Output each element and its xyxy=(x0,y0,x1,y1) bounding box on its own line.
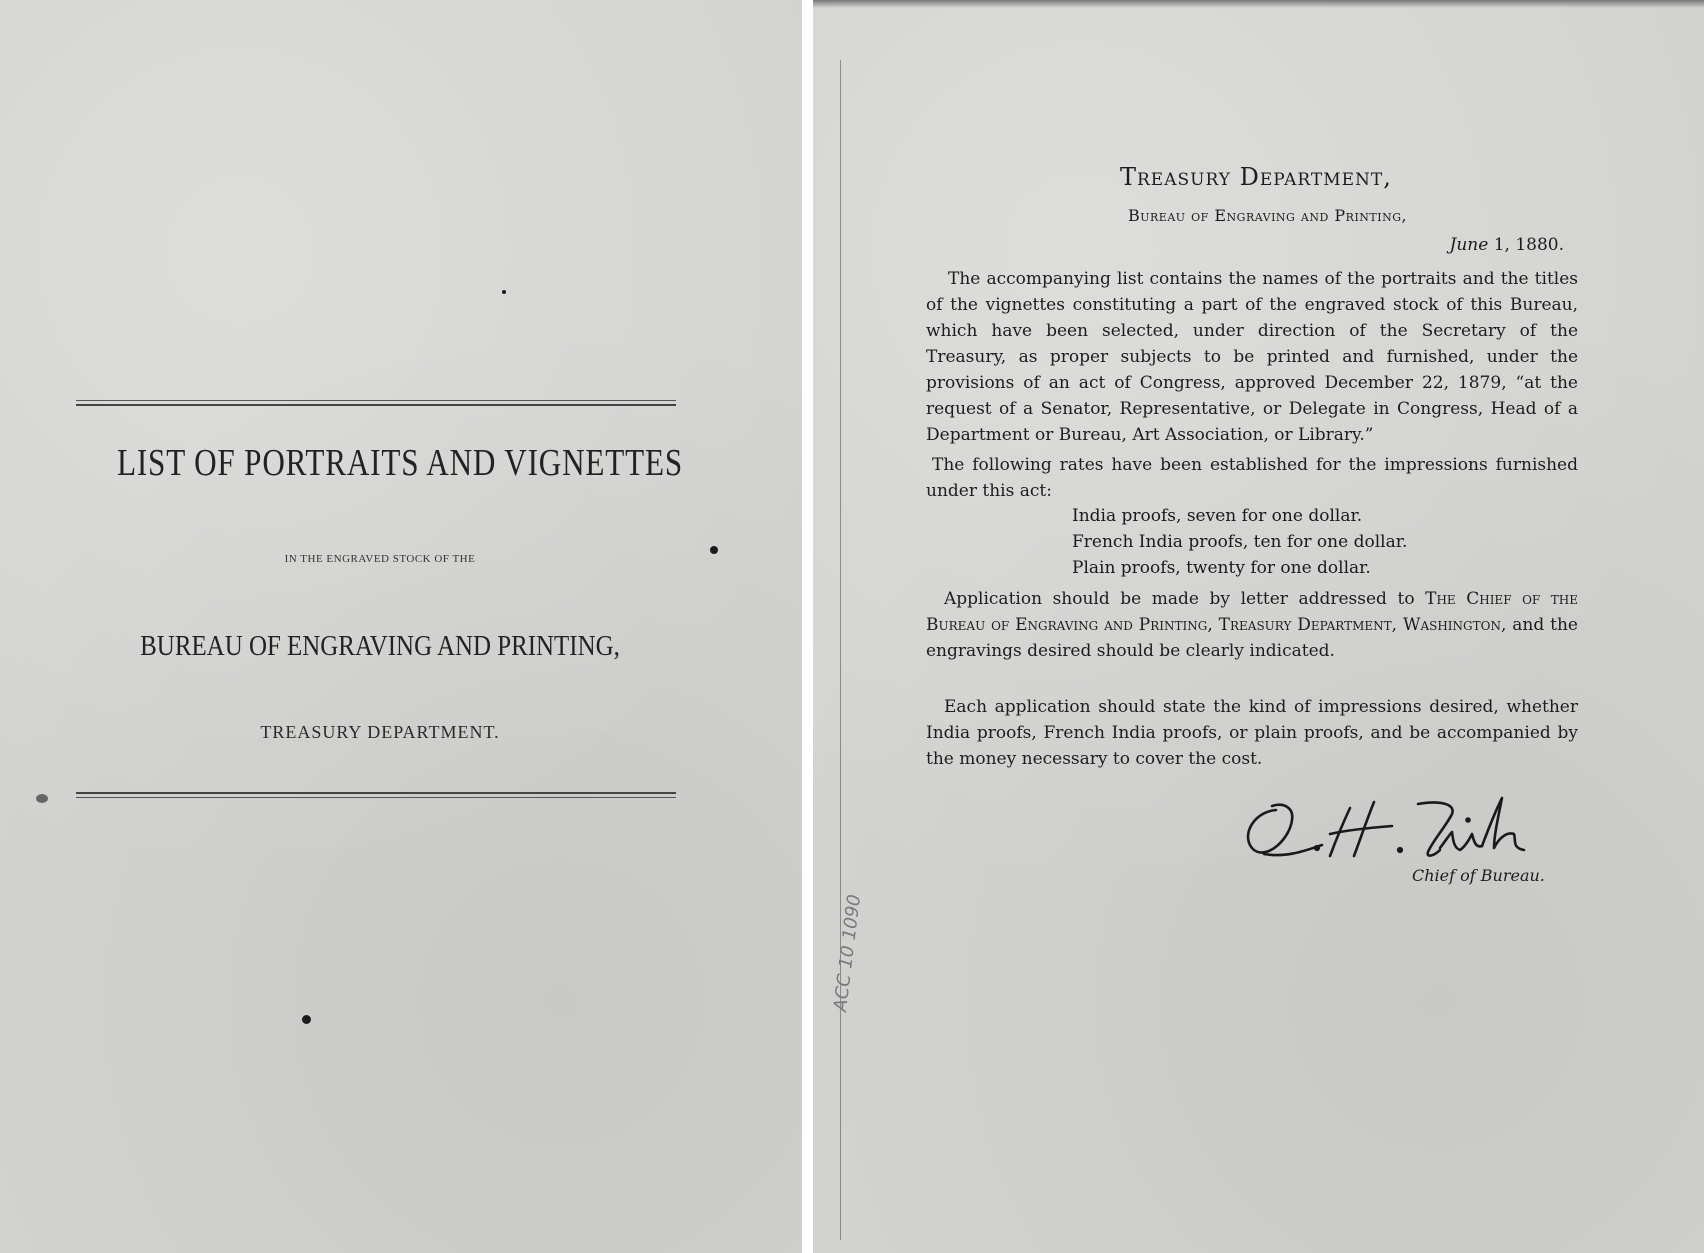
paragraph-application xyxy=(926,586,1578,664)
letterhead-department: Treasury Department, xyxy=(1120,163,1392,191)
ink-speck xyxy=(710,546,718,554)
rate-plain-proofs: Plain proofs, twenty for one dollar. xyxy=(1072,558,1371,578)
bottom-rule-thick xyxy=(76,792,676,794)
cover-department: TREASURY DEPARTMENT. xyxy=(260,722,500,742)
signature xyxy=(1232,790,1542,865)
cover-page xyxy=(0,0,802,1253)
cover-bureau-name: BUREAU OF ENGRAVING AND PRINTING, xyxy=(140,630,620,662)
rate-french-india-proofs: French India proofs, ten for one dollar. xyxy=(1072,532,1408,552)
application-tail: and the engravings desired should be clearly indicated. xyxy=(926,615,1578,661)
page-top-shadow xyxy=(813,0,1704,8)
date-month: June xyxy=(1449,235,1489,255)
paragraph-rates-intro: The following rates have been established for the impressions furnished under this act: xyxy=(926,455,1578,501)
ink-smudge xyxy=(36,794,48,803)
letterhead-bureau: Bureau of Engraving and Printing, xyxy=(1128,206,1408,225)
page-fold-line xyxy=(840,60,841,1240)
cover-subtitle: IN THE ENGRAVED STOCK OF THE xyxy=(284,553,476,565)
bottom-rule-thin xyxy=(76,797,676,798)
rates-list xyxy=(1072,503,1407,581)
letter-date xyxy=(1450,235,1564,255)
rate-india-proofs: India proofs, seven for one dollar. xyxy=(1072,506,1363,526)
signature-title: Chief of Bureau. xyxy=(1412,866,1545,885)
handwritten-accession-note: ACC 10 1090 xyxy=(830,893,866,1013)
application-address: The Chief of the Bureau of Engraving and Printing, Treasury Department, Washington, xyxy=(926,589,1579,635)
top-rule-thick xyxy=(76,404,676,406)
top-rule-thin xyxy=(76,400,676,401)
cover-title: LIST OF PORTRAITS AND VIGNETTES xyxy=(116,442,684,484)
application-lead: Application should be made by letter addressed to xyxy=(944,589,1426,609)
ink-speck xyxy=(502,290,506,294)
ink-speck xyxy=(302,1015,311,1024)
date-day-year: 1, 1880. xyxy=(1488,235,1564,255)
paragraph-intro: The accompanying list contains the names of the portraits and the titles of the vignettes constituting a part of the engraved stock of this Bureau, which have been selected, under direction of the Secretary of the Treasury, as proper subjects to be printed and furnished, under the provisions of an act of Congress, approved December 22, 1879, “at the request of a Senator, Representative, or Delegate in Congress, Head of a Department or Bureau, Art Association, or Library.” xyxy=(926,269,1578,445)
paragraph-requirements: Each application should state the kind of impressions desired, whether India proofs, French India proofs, or plain proofs, and be accompanied by the money necessary to cover the cost. xyxy=(926,697,1578,769)
